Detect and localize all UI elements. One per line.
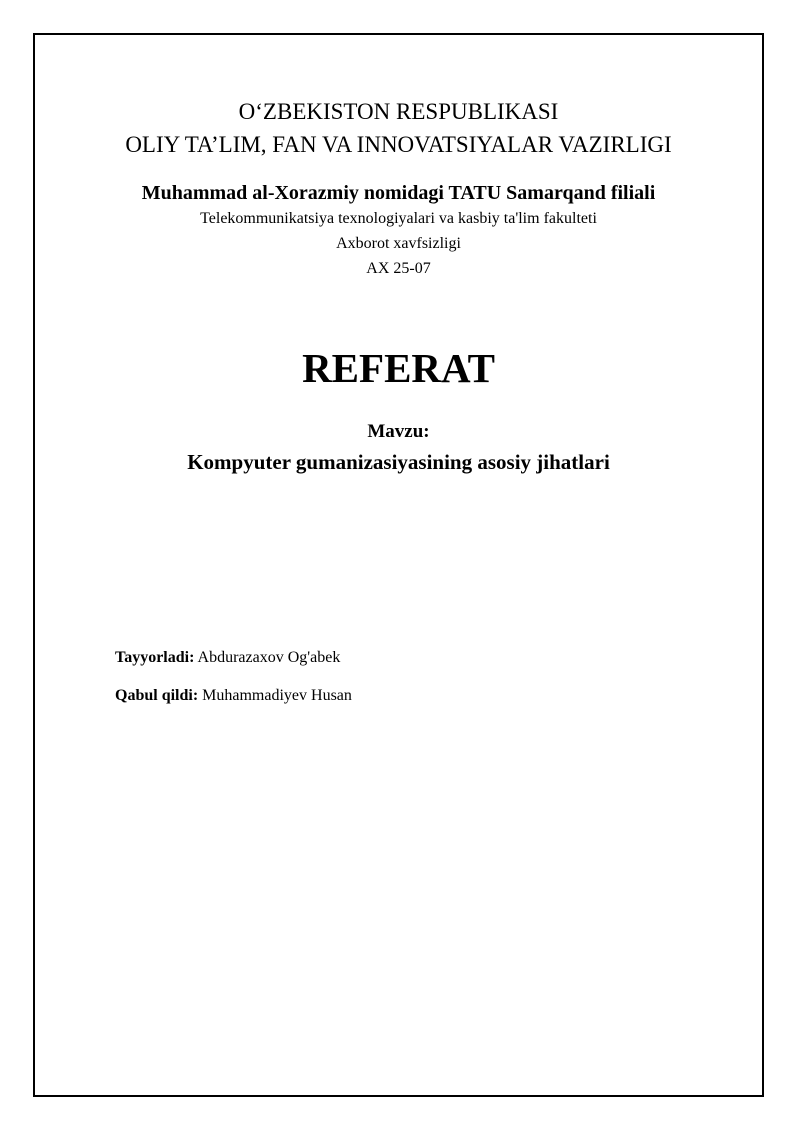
republic-heading: O‘ZBEKISTON RESPUBLIKASI — [238, 99, 559, 124]
accepted-by-name: Muhammadiyev Husan — [202, 687, 352, 704]
prepared-by-line — [115, 650, 340, 666]
prepared-by-name: Abdurazaxov Og'abek — [197, 649, 341, 666]
topic-title: Kompyuter gumanizasiyasining asosiy jihatlari — [187, 450, 610, 474]
ministry-heading: OLIY TA’LIM, FAN VA INNOVATSIYALAR VAZIRLIGI — [125, 132, 672, 157]
accepted-by-label: Qabul qildi: — [115, 687, 199, 704]
document-type-title: REFERAT — [302, 345, 495, 391]
department-name: Axborot xavfsizligi — [336, 235, 461, 252]
branch-name: Muhammad al-Xorazmiy nomidagi TATU Samarqand filiali — [141, 182, 656, 204]
topic-label: Mavzu: — [367, 421, 430, 442]
faculty-name: Telekommunikatsiya texnologiyalari va kasbiy ta'lim fakulteti — [200, 210, 597, 227]
prepared-by-label: Tayyorladi: — [115, 649, 195, 666]
accepted-by-line — [115, 688, 352, 704]
group-code: AX 25-07 — [366, 260, 431, 277]
